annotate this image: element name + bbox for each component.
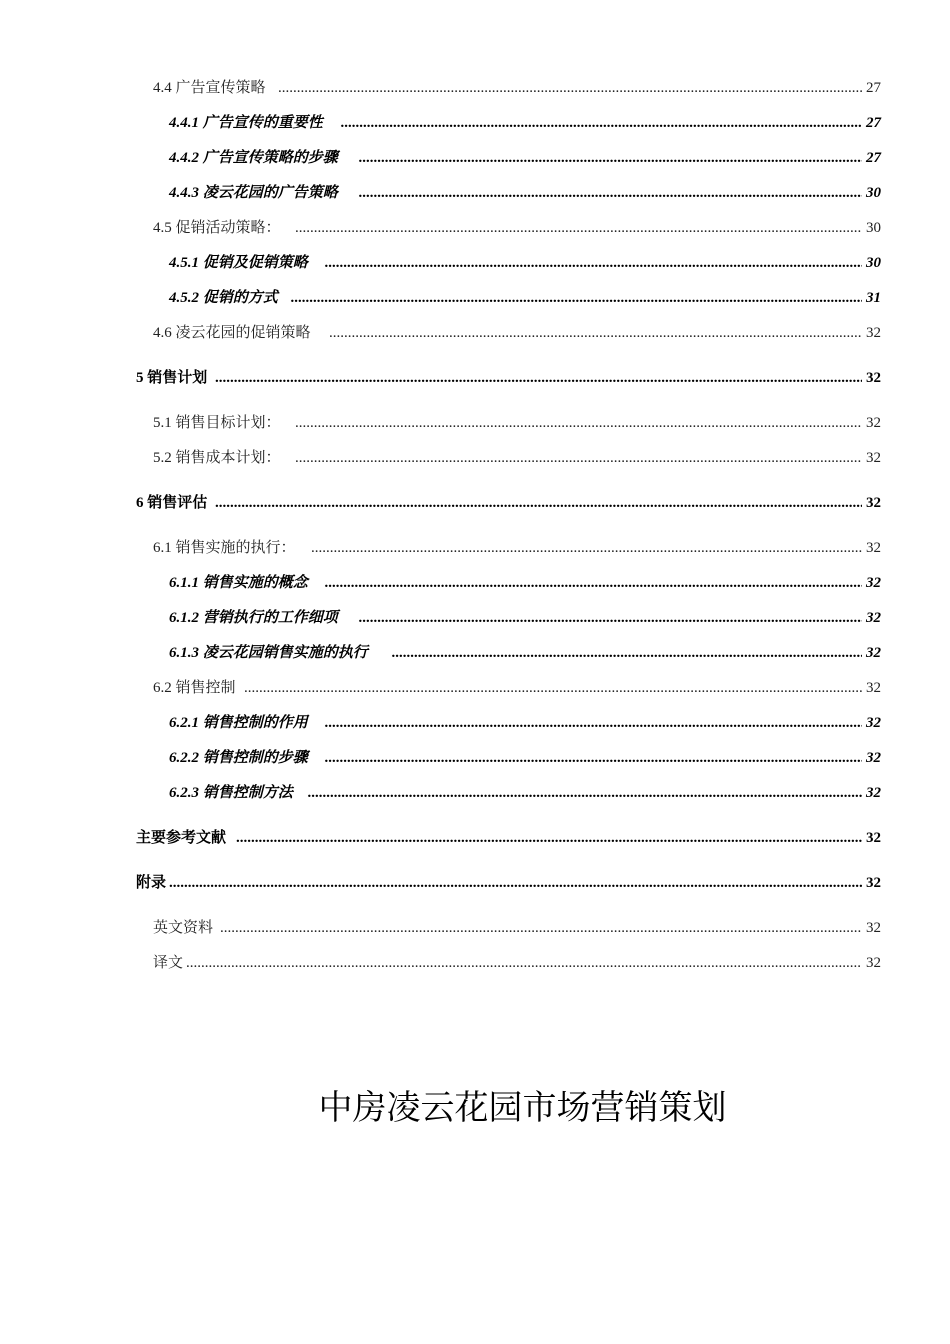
toc-entry[interactable] bbox=[0, 217, 950, 239]
toc-leader-dots bbox=[325, 747, 862, 769]
toc-page-number: 27 bbox=[866, 115, 881, 131]
toc-page-number: 32 bbox=[866, 370, 881, 386]
toc-entry-title: 6.1 销售实施的执行： bbox=[153, 540, 296, 556]
toc-entry[interactable] bbox=[0, 917, 950, 939]
toc-leader-dots bbox=[359, 182, 862, 204]
toc-entry-title: 5.2 销售成本计划： bbox=[153, 450, 281, 466]
toc-leader-dots bbox=[220, 917, 862, 939]
toc-page-number: 32 bbox=[866, 785, 881, 801]
toc-entry-title: 4.6 凌云花园的促销策略 bbox=[153, 325, 311, 341]
toc-leader-dots bbox=[311, 537, 862, 559]
toc-entry[interactable] bbox=[0, 677, 950, 699]
toc-entry[interactable] bbox=[0, 712, 950, 734]
toc-entry-title: 4.4 广告宣传策略 bbox=[153, 80, 266, 96]
toc-leader-dots bbox=[291, 287, 862, 309]
toc-entry-title: 6.2.3 销售控制方法 bbox=[169, 785, 293, 801]
toc-leader-dots bbox=[341, 112, 862, 134]
toc-leader-dots bbox=[244, 677, 862, 699]
toc-entry-title: 6.2 销售控制 bbox=[153, 680, 236, 696]
toc-entry[interactable] bbox=[0, 782, 950, 804]
toc-entry[interactable] bbox=[0, 252, 950, 274]
toc-leader-dots bbox=[295, 217, 862, 239]
toc-entry-title: 4.5.2 促销的方式 bbox=[169, 290, 278, 306]
toc-entry[interactable] bbox=[0, 572, 950, 594]
toc-entry-title: 6.1.1 销售实施的概念 bbox=[169, 575, 308, 591]
toc-leader-dots bbox=[236, 827, 862, 849]
toc-entry-title: 主要参考文献 bbox=[136, 830, 227, 846]
toc-entry[interactable] bbox=[0, 827, 950, 849]
toc-entry-title: 6.1.3 凌云花园销售实施的执行 bbox=[169, 645, 368, 661]
toc-entry-title: 5 销售计划 bbox=[136, 370, 208, 386]
toc-page-number: 32 bbox=[866, 415, 881, 431]
toc-entry-title: 6 销售评估 bbox=[136, 495, 208, 511]
toc-page-number: 32 bbox=[866, 450, 881, 466]
toc-entry[interactable] bbox=[0, 367, 950, 389]
toc-entry[interactable] bbox=[0, 77, 950, 99]
toc-entry-title: 译文 bbox=[153, 955, 184, 971]
toc-leader-dots bbox=[295, 447, 862, 469]
toc-leader-dots bbox=[295, 412, 862, 434]
toc-leader-dots bbox=[359, 607, 862, 629]
toc-page-number: 32 bbox=[866, 715, 881, 731]
toc-entry[interactable] bbox=[0, 492, 950, 514]
toc-entry[interactable] bbox=[0, 747, 950, 769]
toc-entry[interactable] bbox=[0, 112, 950, 134]
toc-page-number: 30 bbox=[866, 220, 881, 236]
toc-page-number: 32 bbox=[866, 875, 881, 891]
toc-entry[interactable] bbox=[0, 537, 950, 559]
toc-entry[interactable] bbox=[0, 642, 950, 664]
document-title: 中房凌云花园市场营销策划 bbox=[318, 1088, 727, 1128]
toc-page-number: 30 bbox=[866, 255, 881, 271]
toc-page-number: 32 bbox=[866, 575, 881, 591]
toc-leader-dots bbox=[186, 952, 862, 974]
toc-entry-title: 4.4.3 凌云花园的广告策略 bbox=[169, 185, 338, 201]
toc-leader-dots bbox=[325, 572, 862, 594]
toc-entry[interactable] bbox=[0, 287, 950, 309]
toc-leader-dots bbox=[215, 367, 862, 389]
toc-leader-dots bbox=[278, 77, 862, 99]
toc-page-number: 32 bbox=[866, 955, 881, 971]
toc-entry[interactable] bbox=[0, 952, 950, 974]
toc-page-number: 27 bbox=[866, 80, 881, 96]
toc-entry[interactable] bbox=[0, 147, 950, 169]
toc-page-number: 32 bbox=[866, 750, 881, 766]
toc-entry-title: 4.4.2 广告宣传策略的步骤 bbox=[169, 150, 338, 166]
toc-entry[interactable] bbox=[0, 447, 950, 469]
toc-leader-dots bbox=[359, 147, 862, 169]
toc-entry[interactable] bbox=[0, 412, 950, 434]
toc-page-number: 27 bbox=[866, 150, 881, 166]
toc-entry-title: 4.5 促销活动策略： bbox=[153, 220, 281, 236]
toc-page-number: 32 bbox=[866, 920, 881, 936]
toc-leader-dots bbox=[325, 712, 862, 734]
toc-page-number: 31 bbox=[866, 290, 881, 306]
toc-entry[interactable] bbox=[0, 322, 950, 344]
toc-entry[interactable] bbox=[0, 607, 950, 629]
toc-entry[interactable] bbox=[0, 872, 950, 894]
toc-page-number: 32 bbox=[866, 610, 881, 626]
toc-leader-dots bbox=[308, 782, 862, 804]
toc-leader-dots bbox=[169, 872, 862, 894]
toc-leader-dots bbox=[392, 642, 862, 664]
toc-entry-title: 4.5.1 促销及促销策略 bbox=[169, 255, 308, 271]
toc-leader-dots bbox=[329, 322, 862, 344]
toc-page-number: 32 bbox=[866, 325, 881, 341]
toc-entry-title: 6.1.2 营销执行的工作细项 bbox=[169, 610, 338, 626]
toc-page-number: 30 bbox=[866, 185, 881, 201]
toc-entry-title: 5.1 销售目标计划： bbox=[153, 415, 281, 431]
toc-entry[interactable] bbox=[0, 182, 950, 204]
toc-page-number: 32 bbox=[866, 680, 881, 696]
toc-entry-title: 附录 bbox=[136, 875, 167, 891]
toc-leader-dots bbox=[325, 252, 862, 274]
toc-page-number: 32 bbox=[866, 645, 881, 661]
toc-page-number: 32 bbox=[866, 830, 881, 846]
toc-page-number: 32 bbox=[866, 495, 881, 511]
toc-entry-title: 6.2.1 销售控制的作用 bbox=[169, 715, 308, 731]
toc-entry-title: 英文资料 bbox=[153, 920, 214, 936]
toc-leader-dots bbox=[215, 492, 862, 514]
toc-entry-title: 6.2.2 销售控制的步骤 bbox=[169, 750, 308, 766]
toc-page-number: 32 bbox=[866, 540, 881, 556]
toc-entry-title: 4.4.1 广告宣传的重要性 bbox=[169, 115, 323, 131]
